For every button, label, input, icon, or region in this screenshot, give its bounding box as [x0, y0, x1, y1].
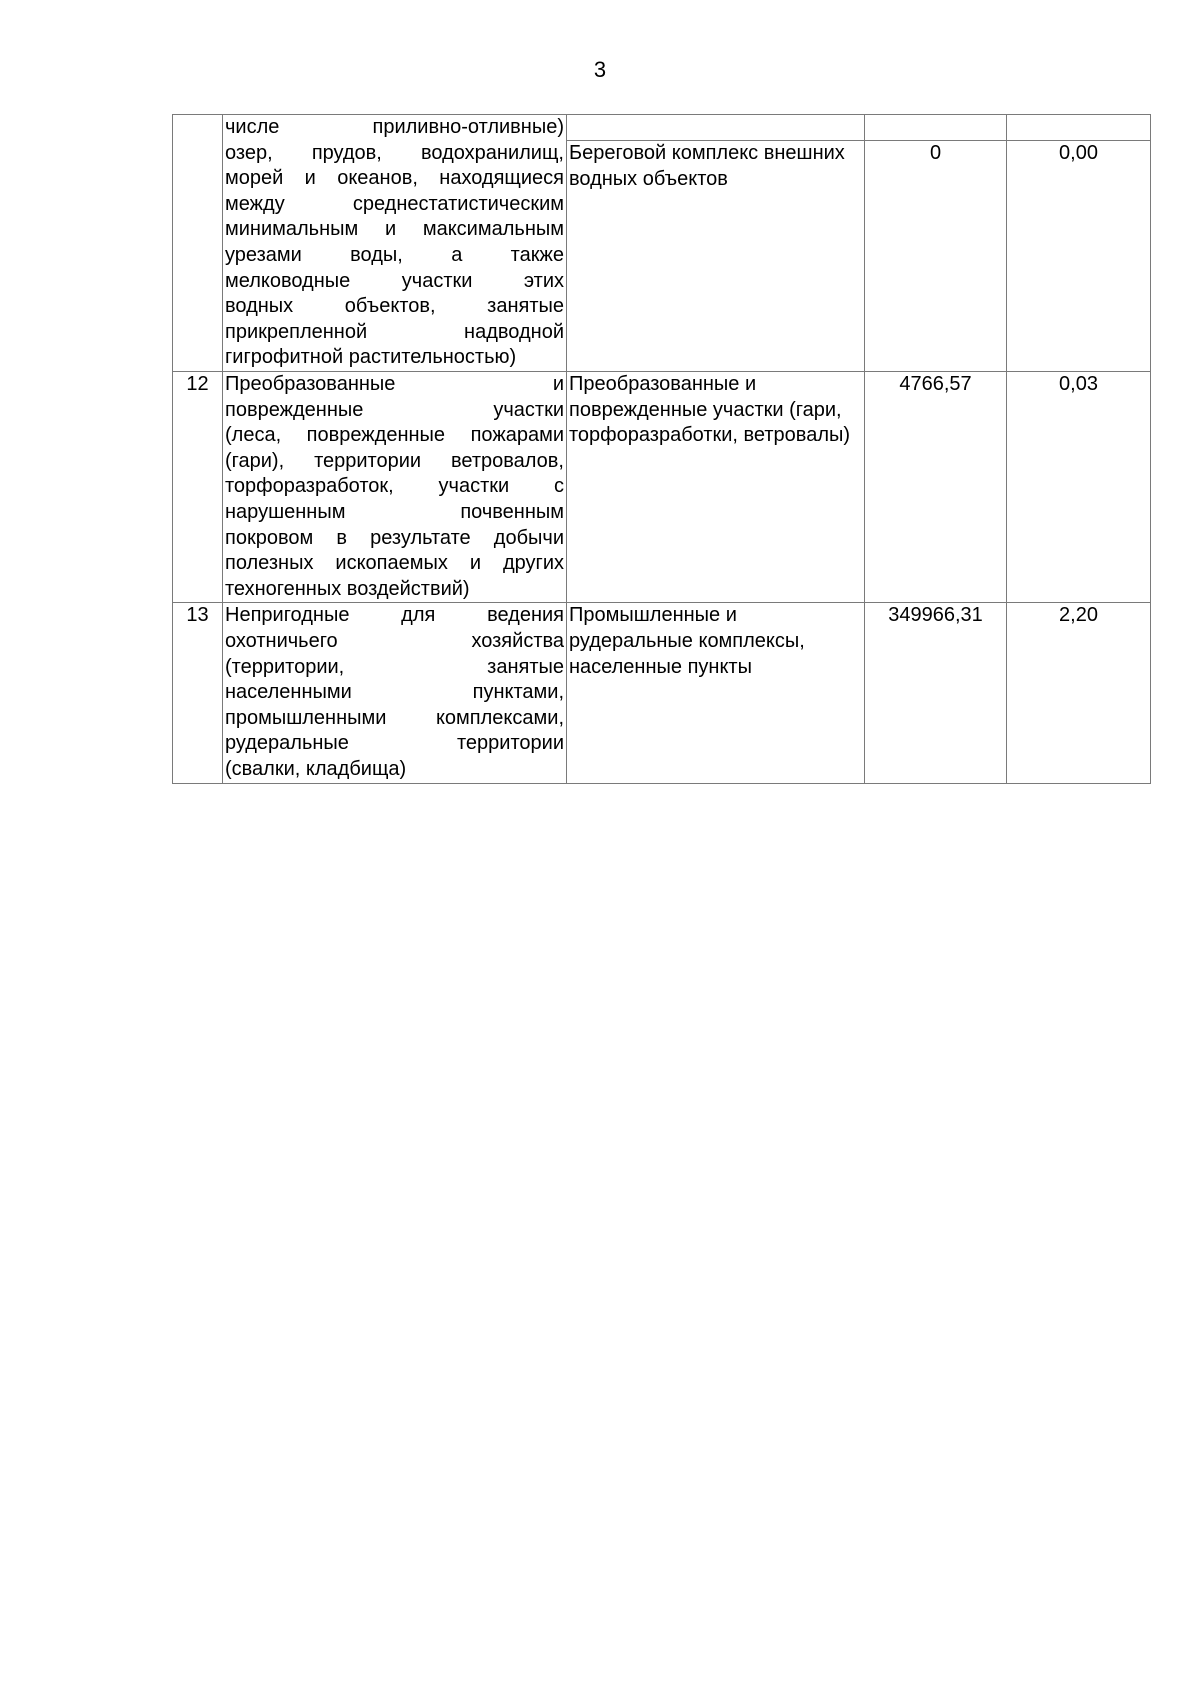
description-line: торфоразработок, участки с [225, 475, 564, 498]
page-number: 3 [593, 57, 607, 82]
empty-cell [567, 115, 865, 141]
description-cell [223, 603, 567, 783]
description-line: морей и океанов, находящиеся [225, 167, 564, 190]
description-line: рудеральные территории [225, 732, 564, 755]
habitat-type-cell: Промышленные и рудеральные комплексы, населенные пункты [567, 603, 865, 783]
description-line: урезами воды, а также [225, 243, 564, 266]
table-row [173, 372, 1151, 603]
description-line: нарушенным почвенным [225, 500, 564, 523]
description-line: озер, прудов, водохранилищ, [225, 141, 564, 164]
area-cell: 349966,31 [865, 603, 1007, 783]
description-line: числе приливно-отливные) [225, 116, 564, 138]
description-line: водных объектов, занятые [225, 295, 564, 318]
habitat-type-cell: Преобразованные и поврежденные участки (гари, торфоразработки, ветровалы) [567, 372, 865, 603]
row-number-cell [173, 115, 223, 372]
description-line: (территории, занятые [225, 655, 564, 678]
area-cell: 0 [865, 141, 1007, 372]
area-cell: 4766,57 [865, 372, 1007, 603]
description-line: мелководные участки этих [225, 269, 564, 292]
description-line: (свалки, кладбища) [225, 757, 407, 780]
description-line: техногенных воздействий) [225, 577, 470, 600]
land-categories-table [172, 114, 1151, 784]
table-row [173, 603, 1151, 783]
description-line: промышленными комплексами, [225, 706, 564, 729]
empty-cell [865, 115, 1007, 141]
row-number-cell: 12 [173, 372, 223, 603]
description-cell [223, 372, 567, 603]
empty-cell [1007, 115, 1151, 141]
description-line: минимальным и максимальным [225, 218, 564, 241]
habitat-type-cell: Береговой комплекс внешних водных объектов [567, 141, 865, 372]
description-line: (гари), территории ветровалов, [225, 449, 564, 472]
percent-cell: 0,03 [1007, 372, 1151, 603]
percent-cell: 2,20 [1007, 603, 1151, 783]
description-line: поврежденные участки [225, 398, 564, 421]
description-line: между среднестатистическим [225, 192, 564, 215]
description-line: гигрофитной растительностью) [225, 346, 517, 369]
description-line: населенными пунктами, [225, 681, 564, 704]
percent-cell: 0,00 [1007, 141, 1151, 372]
description-line: Непригодные для ведения [225, 604, 564, 627]
description-cell [223, 115, 567, 372]
row-number-cell: 13 [173, 603, 223, 783]
table-row [173, 115, 1151, 141]
description-line: полезных ископаемых и других [225, 552, 564, 575]
description-line: (леса, поврежденные пожарами [225, 424, 564, 447]
description-line: покровом в результате добычи [225, 526, 564, 549]
description-line: Преобразованные и [225, 373, 564, 395]
description-line: прикрепленной надводной [225, 320, 564, 343]
description-line: охотничьего хозяйства [225, 629, 564, 652]
